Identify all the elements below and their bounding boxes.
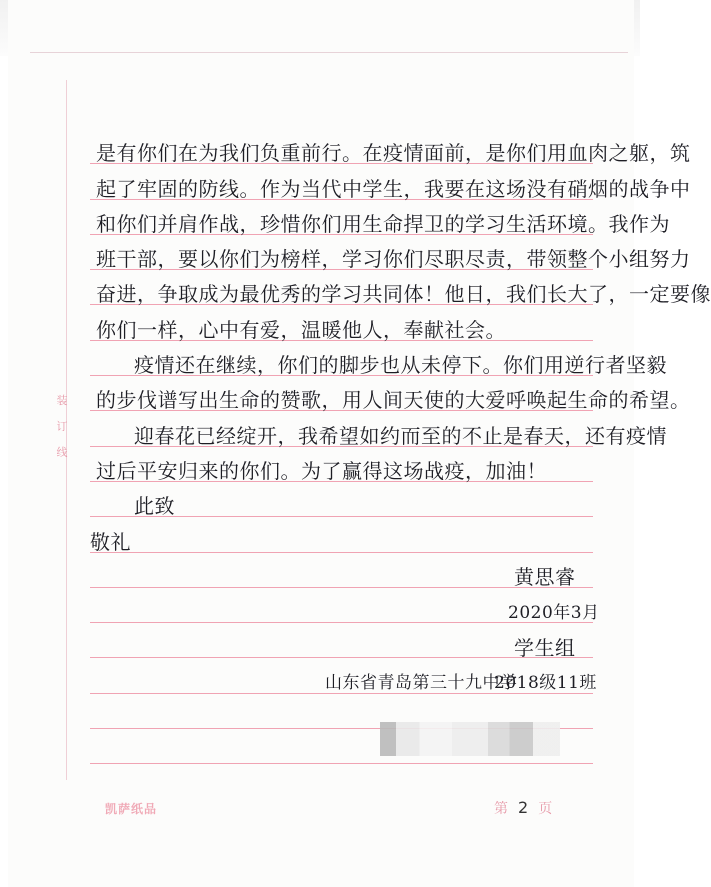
blurred-redaction: [380, 722, 560, 756]
signature-class: 2018级11班: [494, 673, 597, 693]
signature-name: 黄思睿: [514, 565, 576, 589]
binding-mark: 线: [56, 446, 68, 459]
binding-mark: 装: [56, 394, 68, 407]
signature-date: 2020年3月: [508, 603, 600, 623]
letter-closing: 此致: [134, 494, 175, 518]
letter-line: 是有你们在为我们负重前行。在疫情面前，是你们用血肉之躯，筑: [96, 141, 691, 165]
page-number-value: 2: [518, 798, 529, 817]
letter-line: 过后平安归来的你们。为了赢得这场战疫，加油！: [96, 459, 547, 483]
letter-salute: 敬礼: [90, 530, 131, 554]
letter-line: 班干部，要以你们为榜样，学习你们尽职尽责，带领整个小组努力: [96, 247, 691, 271]
letter-line: 奋进，争取成为最优秀的学习共同体！他日，我们长大了，一定要像: [96, 282, 711, 306]
binding-line-label: [52, 392, 72, 482]
page-suffix: 页: [538, 801, 553, 817]
page-number: [494, 798, 552, 818]
binding-mark: 订: [56, 420, 68, 433]
letter-line: 的步伐谱写出生命的赞歌，用人间天使的大爱呼唤起生命的希望。: [96, 388, 691, 412]
top-border-line: [30, 52, 628, 53]
ruled-line: [90, 552, 593, 553]
signature-school: 山东省青岛第三十九中学: [325, 673, 518, 693]
letter-line: 起了牢固的防线。作为当代中学生，我要在这场没有硝烟的战争中: [96, 177, 691, 201]
ruled-line: [90, 693, 593, 694]
letter-line: 你们一样，心中有爱，温暖他人，奉献社会。: [96, 318, 506, 342]
letter-line: 迎春花已经绽开，我希望如约而至的不止是春天，还有疫情: [134, 424, 667, 448]
letter-line: 疫情还在继续，你们的脚步也从未停下。你们用逆行者坚毅: [134, 353, 667, 377]
page-prefix: 第: [494, 801, 508, 817]
ruled-line: [90, 763, 593, 764]
letter-line: 和你们并肩作战，珍惜你们用生命捍卫的学习生活环境。我作为: [96, 212, 670, 236]
signature-role: 学生组: [514, 636, 576, 660]
paper-brand-logo: 凯萨纸品: [105, 802, 158, 816]
